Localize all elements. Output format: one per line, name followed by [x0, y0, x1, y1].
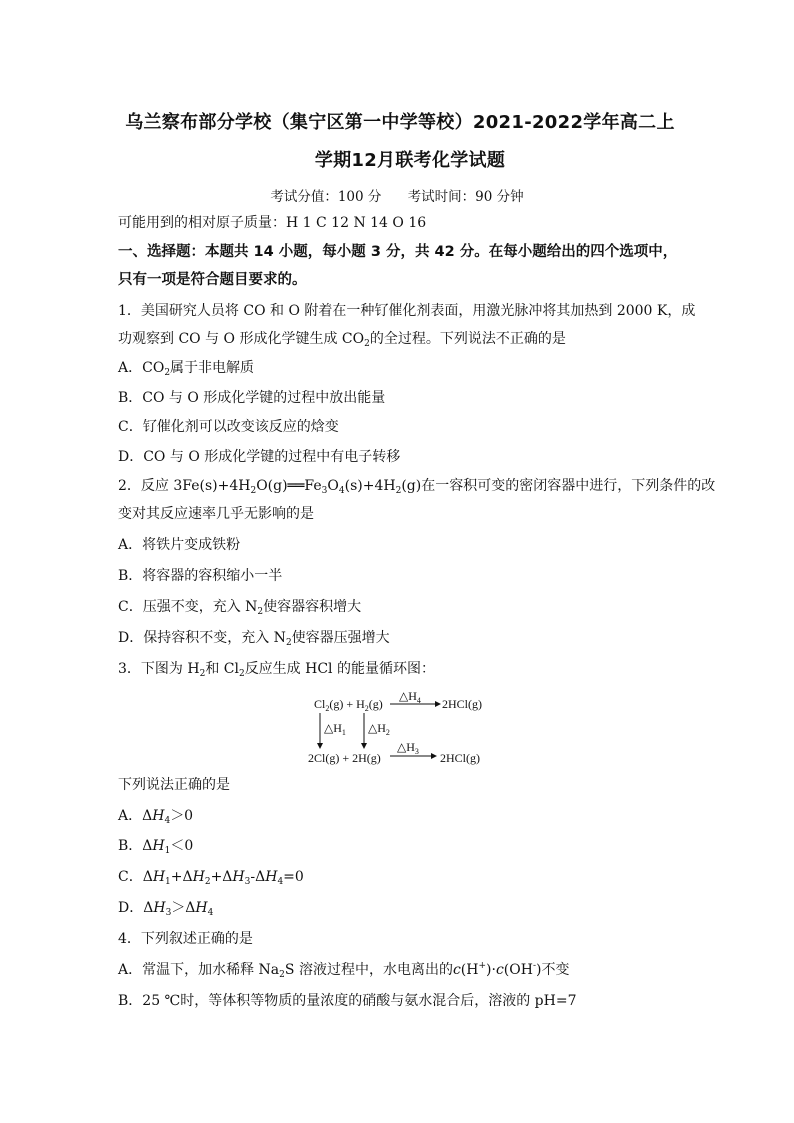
label-dh2: $\triangle H_2$	[368, 721, 390, 737]
q2-stem-line2: 变对其反应速率几乎无影响的是	[118, 506, 314, 522]
exam-score: 考试分值：100 分	[270, 189, 382, 205]
exam-meta	[0, 185, 794, 205]
exam-title-line1: 乌兰察布部分学校（集宁区第一中学等校）2021-2022学年高二上	[125, 112, 675, 133]
q3-option-b: B．$\Delta H_1<0$	[118, 838, 194, 856]
diagram-top-right-label: 2HCl(g)	[442, 697, 482, 711]
q1-option-a: A．$CO_2$属于非电解质	[118, 360, 255, 378]
label-dh1: $\triangle H_1$	[324, 721, 346, 737]
q2-option-d: D．保持容积不变，充入 $N_2$使容器压强增大	[118, 630, 390, 648]
q3-option-d: D．$\Delta H_3>\Delta H_4$	[118, 900, 214, 918]
q1-stem-line1: 1．美国研究人员将 CO 和 O 附着在一种钌催化剂表面，用激光脉冲将其加热到 2000 K，成	[118, 303, 696, 319]
exam-title-line2: 学期12月联考化学试题	[314, 150, 506, 171]
label-dh3: $\triangle H_3$	[397, 740, 419, 756]
q1-option-c: C．钌催化剂可以改变该反应的焓变	[118, 419, 339, 435]
diagram-bottom-right-label: 2HCl(g)	[440, 751, 480, 765]
q4-option-a: A．常温下，加水稀释 $Na_2S$ 溶液过程中，水电离出的c(H+)·c(OH-)不变	[118, 961, 570, 980]
q3-option-a: A．$\Delta H_4>0$	[118, 808, 194, 826]
q3-prompt: 下列说法正确的是	[118, 777, 230, 793]
q2-option-a: A．将铁片变成铁粉	[118, 537, 241, 553]
q1-option-b: B．CO 与 O 形成化学键的过程中放出能量	[118, 390, 386, 406]
q1-option-d: D．CO 与 O 形成化学键的过程中有电子转移	[118, 449, 401, 465]
q1-stem-line2: 功观察到 CO 与 O 形成化学键生成 $CO_2$的全过程。下列说法不正确的是	[118, 331, 566, 349]
q4-option-b: B．25 ℃时，等体积等物质的量浓度的硝酸与氨水混合后，溶液的 pH=7	[118, 993, 577, 1009]
q3-stem: 3．下图为 $H_2$和 $Cl_2$反应生成 HCl 的能量循环图：	[118, 661, 435, 679]
section1-header-line1: 一、选择题：本题共 14 小题，每小题 3 分，共 42 分。在每小题给出的四个选项中，	[118, 244, 678, 260]
q2-stem-line1: 2．反应 $3Fe(s)+4H_2O(g)══Fe_3O_4(s)+4H_2(g)$在一容积可变的密闭容器中进行，下列条件的改	[118, 478, 716, 496]
q3-option-c: C．$\Delta H_1+\Delta H_2+\Delta H_3-\Delta H_4=0$	[118, 869, 304, 887]
diagram-bottom-left-label: 2Cl(g) + 2H(g)	[308, 751, 381, 765]
section1-header-line2: 只有一项是符合题目要求的。	[118, 272, 307, 288]
label-dh4: $\triangle H_4$	[399, 689, 421, 705]
energy-cycle-diagram	[300, 686, 500, 772]
exam-time: 考试时间：90 分钟	[407, 189, 524, 205]
q2-option-c: C．压强不变，充入 $N_2$使容器容积增大	[118, 599, 362, 617]
diagram-top-left-label: $Cl_2(g) + H_2(g)$	[314, 697, 383, 713]
q2-option-b: B．将容器的容积缩小一半	[118, 568, 283, 584]
q4-stem: 4．下列叙述正确的是	[118, 931, 253, 947]
atomic-masses: 可能用到的相对原子质量：H 1 C 12 N 14 O 16	[118, 215, 427, 231]
